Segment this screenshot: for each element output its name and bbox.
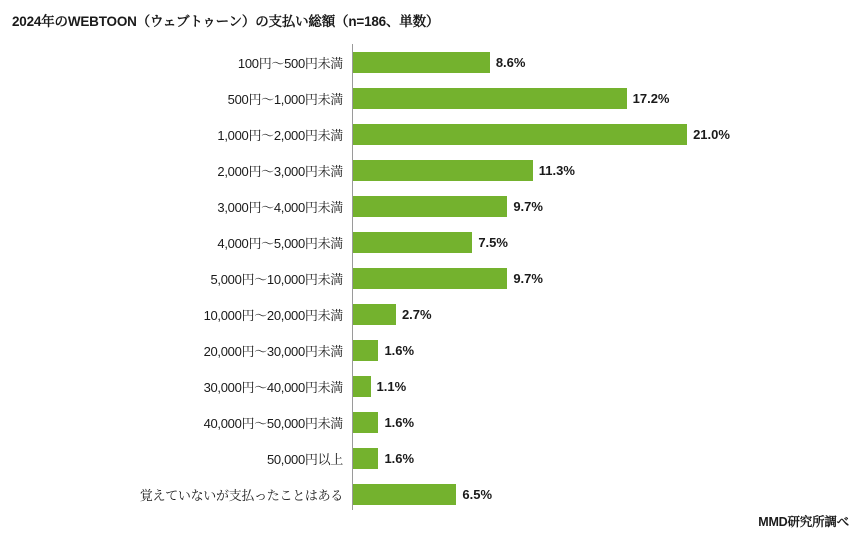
bar-value-label: 6.5% xyxy=(462,486,493,502)
bar-group xyxy=(353,296,432,332)
bar-group xyxy=(353,260,543,296)
bar-value-label: 21.0% xyxy=(693,126,730,142)
source-note: MMD研究所調べ xyxy=(758,515,849,529)
bar-row xyxy=(0,80,861,116)
category-label: 40,000円〜50,000円未満 xyxy=(203,415,343,431)
bar xyxy=(353,484,456,505)
bar-group xyxy=(353,80,670,116)
bar xyxy=(353,448,378,469)
bar-row xyxy=(0,188,861,224)
bar-value-label: 11.3% xyxy=(538,162,575,178)
bar-group xyxy=(353,116,730,152)
bar-row xyxy=(0,368,861,404)
bar-value-label: 1.6% xyxy=(384,450,415,466)
category-label: 5,000円〜10,000円未満 xyxy=(210,271,343,287)
bar-row xyxy=(0,404,861,440)
bar-row xyxy=(0,44,861,80)
bar-row xyxy=(0,440,861,476)
bar-value-label: 1.6% xyxy=(384,414,415,430)
bar-row xyxy=(0,260,861,296)
bar xyxy=(353,196,507,217)
category-label: 500円〜1,000円未満 xyxy=(227,91,343,107)
bar-row xyxy=(0,224,861,260)
bar-value-label: 9.7% xyxy=(513,270,543,286)
plot-area xyxy=(0,44,861,512)
bar xyxy=(353,304,396,325)
bar-value-label: 1.6% xyxy=(384,342,415,358)
bar-row xyxy=(0,116,861,152)
bar-group xyxy=(353,44,525,80)
bar-group xyxy=(353,368,406,404)
bar xyxy=(353,340,378,361)
category-label: 2,000円〜3,000円未満 xyxy=(217,163,343,179)
bar xyxy=(353,160,533,181)
bar-group xyxy=(353,188,543,224)
category-label: 3,000円〜4,000円未満 xyxy=(217,199,343,215)
bar-group xyxy=(353,404,414,440)
chart-title: 2024年のWEBTOON（ウェブトゥーン）の支払い総額（n=186、単数） xyxy=(12,14,440,29)
bar-value-label: 17.2% xyxy=(632,90,670,106)
bar-rows xyxy=(0,44,861,512)
bar xyxy=(353,412,378,433)
bar-value-label: 1.1% xyxy=(376,378,407,394)
bar-group xyxy=(353,332,414,368)
bar-group xyxy=(353,440,414,476)
bar-row xyxy=(0,476,861,512)
category-label: 覚えていないが支払ったことはある xyxy=(139,487,343,503)
bar-group xyxy=(353,224,508,260)
category-label: 20,000円〜30,000円未満 xyxy=(203,343,343,359)
category-label: 100円〜500円未満 xyxy=(237,55,343,71)
bar-value-label: 8.6% xyxy=(495,54,526,70)
category-label: 10,000円〜20,000円未満 xyxy=(203,307,343,323)
bar-group xyxy=(353,476,492,512)
bar-row xyxy=(0,332,861,368)
bar xyxy=(353,88,627,109)
category-label: 1,000円〜2,000円未満 xyxy=(217,127,343,143)
bar xyxy=(353,232,472,253)
bar-group xyxy=(353,152,575,188)
bar-value-label: 2.7% xyxy=(401,306,432,322)
bar xyxy=(353,268,507,289)
category-label: 50,000円以上 xyxy=(266,451,343,467)
bar-value-label: 7.5% xyxy=(478,234,508,250)
bar-value-label: 9.7% xyxy=(513,198,543,214)
bar xyxy=(353,52,490,73)
category-label: 30,000円〜40,000円未満 xyxy=(203,379,343,395)
bar xyxy=(353,376,371,397)
bar xyxy=(353,124,687,145)
bar-row xyxy=(0,296,861,332)
category-label: 4,000円〜5,000円未満 xyxy=(217,235,343,251)
bar-row xyxy=(0,152,861,188)
